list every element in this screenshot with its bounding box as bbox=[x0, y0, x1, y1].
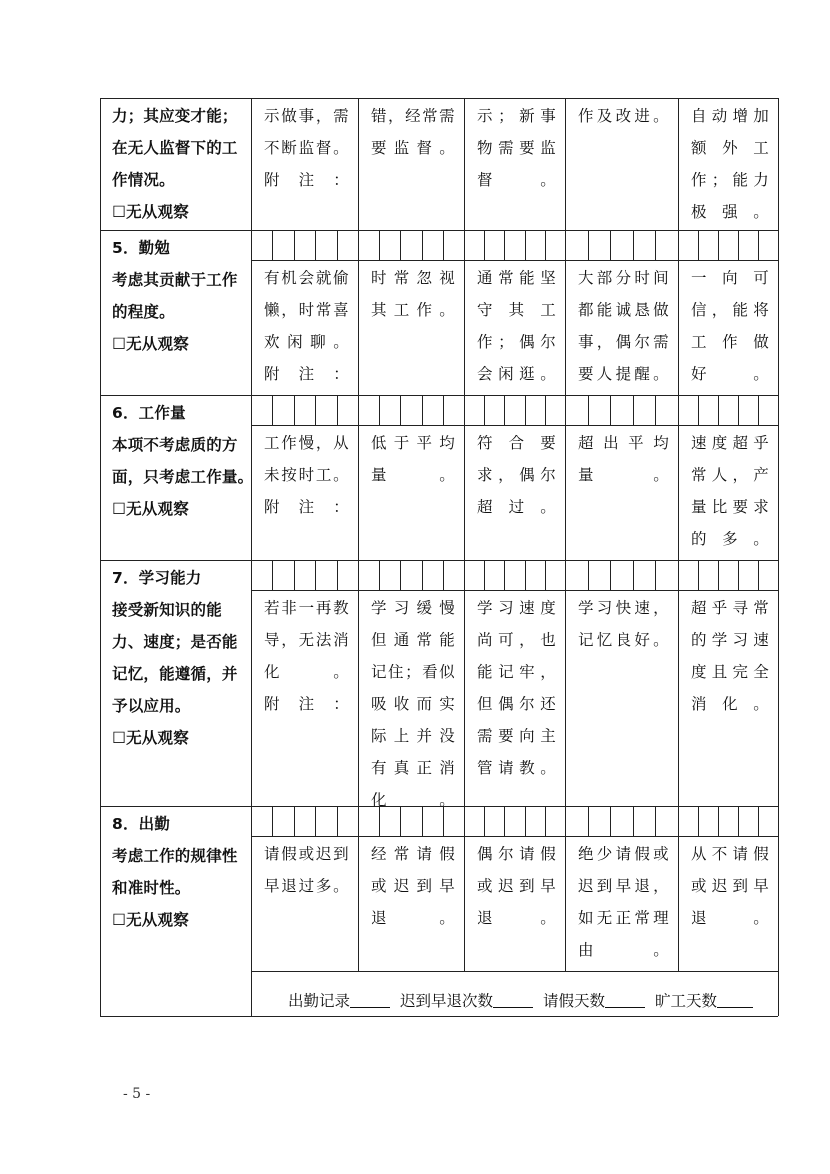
description-line: 管请教。 bbox=[477, 759, 556, 777]
description-line: 额外工 bbox=[691, 139, 769, 157]
description-line: 早退过多。 bbox=[264, 877, 349, 895]
score-row-separator bbox=[251, 260, 778, 261]
score-tick-box bbox=[758, 560, 759, 590]
score-tick-box bbox=[315, 230, 316, 260]
description-line: 退。 bbox=[371, 909, 455, 927]
description-line: 超乎寻常 bbox=[691, 599, 769, 617]
score-tick-box bbox=[379, 560, 380, 590]
score-tick-box bbox=[738, 806, 739, 836]
score-tick-box bbox=[443, 560, 444, 590]
table-border-right bbox=[778, 98, 779, 1016]
table-border-left bbox=[100, 98, 101, 1016]
score-tick-box bbox=[525, 395, 526, 425]
score-tick-box bbox=[718, 806, 719, 836]
description-line: 消化。 bbox=[691, 695, 769, 713]
criterion-label: 8．出勤 考虑工作的规律性 和准时性。 ☐无从观察 bbox=[112, 815, 238, 929]
score-tick-box bbox=[610, 230, 611, 260]
rating-description bbox=[371, 100, 455, 164]
description-line: 附注： bbox=[264, 695, 349, 713]
rating-description bbox=[578, 838, 669, 966]
score-tick-box bbox=[718, 395, 719, 425]
rating-description bbox=[371, 592, 455, 816]
late-early-count-blank[interactable] bbox=[493, 989, 533, 1008]
description-line: 从不请假 bbox=[691, 845, 769, 863]
description-line: 量。 bbox=[578, 466, 669, 484]
description-line: 需要向主 bbox=[477, 727, 556, 745]
description-line: 工作慢，从 bbox=[264, 434, 349, 452]
rating-description bbox=[578, 100, 669, 132]
description-line: 都能诚恳做 bbox=[578, 301, 669, 319]
column-divider bbox=[678, 98, 679, 1016]
score-tick-box bbox=[272, 230, 273, 260]
description-line: 督。 bbox=[477, 171, 556, 189]
score-tick-box bbox=[655, 395, 656, 425]
description-line: 好。 bbox=[691, 365, 769, 383]
score-tick-box bbox=[633, 806, 634, 836]
score-tick-box bbox=[315, 806, 316, 836]
rating-description bbox=[264, 838, 349, 902]
score-tick-box bbox=[655, 230, 656, 260]
description-line: 大部分时间 bbox=[578, 269, 669, 287]
criterion-label: 5．勤勉 考虑其贡献于工作 的程度。 ☐无从观察 bbox=[112, 239, 238, 353]
rating-description bbox=[371, 262, 455, 326]
rating-description bbox=[691, 100, 769, 228]
score-tick-box bbox=[443, 395, 444, 425]
description-line: 其工作。 bbox=[371, 301, 455, 319]
description-line: 懒，时常喜 bbox=[264, 301, 349, 319]
score-tick-box bbox=[422, 395, 423, 425]
score-tick-box bbox=[588, 395, 589, 425]
score-tick-box bbox=[545, 806, 546, 836]
score-tick-box bbox=[610, 395, 611, 425]
rating-description bbox=[371, 838, 455, 934]
score-tick-box bbox=[633, 395, 634, 425]
score-tick-box bbox=[504, 395, 505, 425]
column-divider bbox=[358, 98, 359, 1016]
description-line: 或迟到早 bbox=[477, 877, 556, 895]
score-tick-box bbox=[588, 230, 589, 260]
score-tick-box bbox=[337, 395, 338, 425]
score-tick-box bbox=[738, 560, 739, 590]
description-line: 超过。 bbox=[477, 498, 556, 516]
description-line: 符合要 bbox=[477, 434, 556, 452]
score-tick-box bbox=[422, 230, 423, 260]
score-tick-box bbox=[294, 806, 295, 836]
description-line: 附注： bbox=[264, 498, 349, 516]
score-tick-box bbox=[545, 560, 546, 590]
score-tick-box bbox=[272, 395, 273, 425]
description-line: 请假或迟到 bbox=[264, 845, 349, 863]
row-separator bbox=[100, 395, 778, 396]
description-line: 自动增加 bbox=[691, 107, 769, 125]
row-separator bbox=[100, 560, 778, 561]
description-line: 附注： bbox=[264, 171, 349, 189]
score-tick-box bbox=[315, 560, 316, 590]
description-line: 时常忽视 bbox=[371, 269, 455, 287]
score-tick-box bbox=[545, 230, 546, 260]
score-tick-box bbox=[400, 395, 401, 425]
evaluation-table bbox=[100, 98, 778, 1016]
score-tick-box bbox=[525, 230, 526, 260]
description-line: 有机会就偷 bbox=[264, 269, 349, 287]
score-tick-box bbox=[294, 560, 295, 590]
description-line: 会闲逛。 bbox=[477, 365, 556, 383]
column-divider bbox=[251, 98, 252, 1016]
description-line: 偶尔请假 bbox=[477, 845, 556, 863]
score-tick-box bbox=[504, 560, 505, 590]
description-line: 经常请假 bbox=[371, 845, 455, 863]
score-tick-box bbox=[484, 560, 485, 590]
description-line: 作；能力 bbox=[691, 171, 769, 189]
description-line: 求，偶尔 bbox=[477, 466, 556, 484]
description-line: 速度超乎 bbox=[691, 434, 769, 452]
description-line: 学习快速， bbox=[578, 599, 669, 617]
description-line: 度且完全 bbox=[691, 663, 769, 681]
rating-description bbox=[578, 262, 669, 390]
score-tick-box bbox=[422, 560, 423, 590]
description-line: 事，偶尔需 bbox=[578, 333, 669, 351]
description-line: 能记牢， bbox=[477, 663, 556, 681]
late-early-count-label: 迟到早退次数 bbox=[400, 992, 494, 1010]
description-line: 示做事，需 bbox=[264, 107, 349, 125]
score-tick-box bbox=[633, 560, 634, 590]
description-line: 示；新事 bbox=[477, 107, 556, 125]
score-tick-box bbox=[758, 395, 759, 425]
rating-description bbox=[691, 262, 769, 390]
description-line: 不断监督。 bbox=[264, 139, 349, 157]
score-tick-box bbox=[610, 806, 611, 836]
description-line: 要监督。 bbox=[371, 139, 455, 157]
score-tick-box bbox=[698, 560, 699, 590]
score-tick-box bbox=[698, 806, 699, 836]
description-line: 量。 bbox=[371, 466, 455, 484]
criterion-label: 6．工作量 本项不考虑质的方 面，只考虑工作量。 ☐无从观察 bbox=[112, 404, 254, 518]
description-line: 学习缓慢 bbox=[371, 599, 455, 617]
score-tick-box bbox=[337, 806, 338, 836]
rating-description bbox=[477, 100, 556, 196]
score-tick-box bbox=[758, 230, 759, 260]
description-line: 作及改进。 bbox=[578, 107, 669, 125]
description-line: 化。 bbox=[371, 791, 455, 809]
score-tick-box bbox=[504, 806, 505, 836]
description-line: 退。 bbox=[691, 909, 769, 927]
score-tick-box bbox=[294, 395, 295, 425]
attendance-summary bbox=[288, 985, 753, 1017]
rating-description bbox=[264, 592, 349, 720]
score-tick-box bbox=[545, 395, 546, 425]
rating-description bbox=[691, 592, 769, 720]
description-line: 学习速度 bbox=[477, 599, 556, 617]
description-line: 的多。 bbox=[691, 530, 769, 548]
score-tick-box bbox=[738, 395, 739, 425]
score-tick-box bbox=[400, 230, 401, 260]
description-line: 吸收而实 bbox=[371, 695, 455, 713]
description-line: 化。 bbox=[264, 663, 349, 681]
description-line: 错，经常需 bbox=[371, 107, 455, 125]
description-line: 守其工 bbox=[477, 301, 556, 319]
score-tick-box bbox=[294, 230, 295, 260]
attendance-record-blank[interactable] bbox=[350, 989, 390, 1008]
description-line: 物需要监 bbox=[477, 139, 556, 157]
description-line: 导，无法消 bbox=[264, 631, 349, 649]
rating-description bbox=[578, 427, 669, 491]
score-tick-box bbox=[525, 806, 526, 836]
description-line: 如无正常理 bbox=[578, 909, 669, 927]
score-tick-box bbox=[718, 230, 719, 260]
description-line: 信，能将 bbox=[691, 301, 769, 319]
score-tick-box bbox=[272, 806, 273, 836]
description-line: 或迟到早 bbox=[691, 877, 769, 895]
rating-description bbox=[264, 427, 349, 523]
rating-description bbox=[477, 838, 556, 934]
rating-description bbox=[371, 427, 455, 491]
description-line: 或迟到早 bbox=[371, 877, 455, 895]
description-line: 低于平均 bbox=[371, 434, 455, 452]
score-tick-box bbox=[698, 395, 699, 425]
score-row-separator bbox=[251, 590, 778, 591]
score-tick-box bbox=[484, 806, 485, 836]
score-tick-box bbox=[588, 560, 589, 590]
score-tick-box bbox=[525, 560, 526, 590]
description-line: 但偶尔还 bbox=[477, 695, 556, 713]
description-line: 绝少请假或 bbox=[578, 845, 669, 863]
score-tick-box bbox=[758, 806, 759, 836]
score-tick-box bbox=[315, 395, 316, 425]
score-tick-box bbox=[718, 560, 719, 590]
description-line: 迟到早退， bbox=[578, 877, 669, 895]
description-line: 欢闲聊。 bbox=[264, 333, 349, 351]
score-tick-box bbox=[738, 230, 739, 260]
description-line: 退。 bbox=[477, 909, 556, 927]
score-tick-box bbox=[655, 806, 656, 836]
description-line: 量比要求 bbox=[691, 498, 769, 516]
table-border-top bbox=[100, 98, 778, 99]
score-tick-box bbox=[655, 560, 656, 590]
absent-days-label: 旷工天数 bbox=[655, 992, 718, 1010]
description-line: 由。 bbox=[578, 941, 669, 959]
column-divider bbox=[464, 98, 465, 1016]
description-line: 常人，产 bbox=[691, 466, 769, 484]
rating-description bbox=[578, 592, 669, 656]
rating-description bbox=[691, 427, 769, 555]
leave-days-blank[interactable] bbox=[605, 989, 645, 1008]
description-line: 工作做 bbox=[691, 333, 769, 351]
criterion-label: 力；其应变才能； 在无人监督下的工 作情况。 ☐无从观察 bbox=[112, 107, 238, 221]
description-line: 记住；看似 bbox=[371, 663, 455, 681]
rating-description bbox=[264, 262, 349, 390]
score-tick-box bbox=[443, 230, 444, 260]
score-tick-box bbox=[484, 395, 485, 425]
score-tick-box bbox=[400, 560, 401, 590]
score-tick-box bbox=[484, 230, 485, 260]
description-line: 尚可，也 bbox=[477, 631, 556, 649]
score-tick-box bbox=[379, 395, 380, 425]
rating-description bbox=[477, 592, 556, 784]
score-row-separator bbox=[251, 836, 778, 837]
description-line: 若非一再教 bbox=[264, 599, 349, 617]
attendance-record-label: 出勤记录 bbox=[288, 992, 351, 1010]
column-divider bbox=[565, 98, 566, 1016]
criterion-label: 7．学习能力 接受新知识的能 力、速度；是否能 记忆，能遵循，并 予以应用。 ☐无从观察 bbox=[112, 569, 238, 747]
score-tick-box bbox=[272, 560, 273, 590]
score-row-separator bbox=[251, 425, 778, 426]
score-tick-box bbox=[504, 230, 505, 260]
score-tick-box bbox=[588, 806, 589, 836]
score-tick-box bbox=[337, 560, 338, 590]
description-line: 要人提醒。 bbox=[578, 365, 669, 383]
description-line: 一向可 bbox=[691, 269, 769, 287]
description-line: 通常能坚 bbox=[477, 269, 556, 287]
description-line: 有真正消 bbox=[371, 759, 455, 777]
description-line: 作；偶尔 bbox=[477, 333, 556, 351]
description-line: 记忆良好。 bbox=[578, 631, 669, 649]
rating-description bbox=[264, 100, 349, 196]
score-tick-box bbox=[610, 560, 611, 590]
rating-description bbox=[691, 838, 769, 934]
description-line: 际上并没 bbox=[371, 727, 455, 745]
description-line: 超出平均 bbox=[578, 434, 669, 452]
page-number: - 5 - bbox=[123, 1086, 151, 1102]
absent-days-blank[interactable] bbox=[717, 989, 753, 1008]
description-line: 极强。 bbox=[691, 203, 769, 221]
description-line: 附注： bbox=[264, 365, 349, 383]
score-tick-box bbox=[379, 230, 380, 260]
row-separator bbox=[100, 230, 778, 231]
score-tick-box bbox=[337, 230, 338, 260]
rating-description bbox=[477, 262, 556, 390]
description-line: 未按时工。 bbox=[264, 466, 349, 484]
score-tick-box bbox=[633, 230, 634, 260]
leave-days-label: 请假天数 bbox=[543, 992, 606, 1010]
description-line: 但通常能 bbox=[371, 631, 455, 649]
rating-description bbox=[477, 427, 556, 523]
description-line: 的学习速 bbox=[691, 631, 769, 649]
score-tick-box bbox=[698, 230, 699, 260]
